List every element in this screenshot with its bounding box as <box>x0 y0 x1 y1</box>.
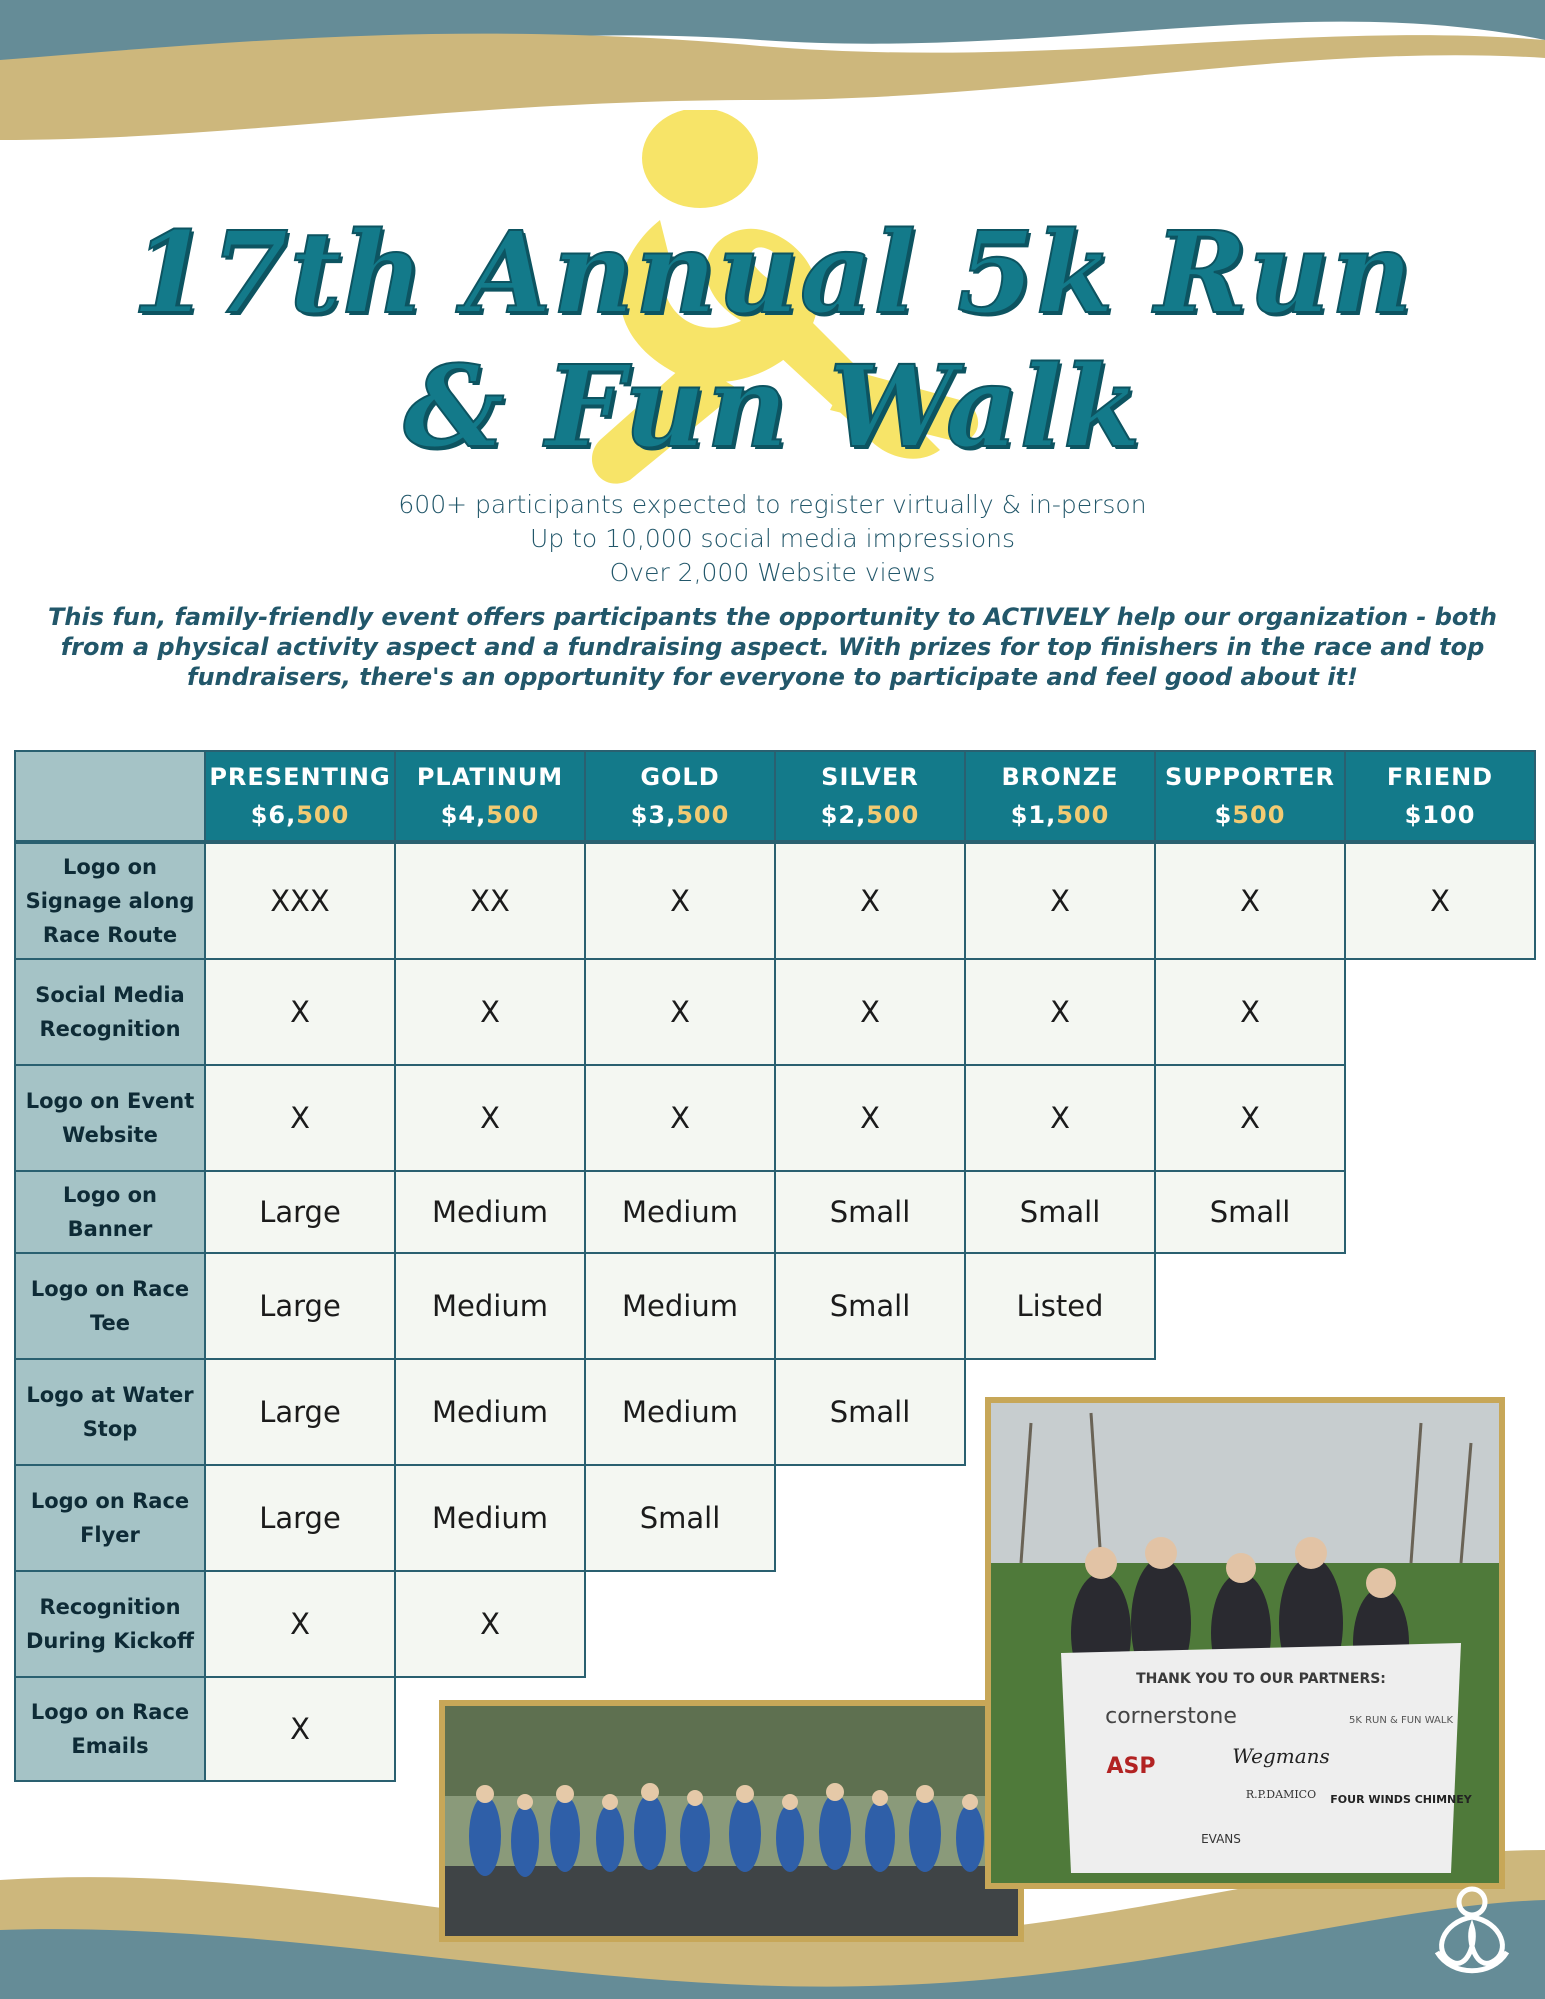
benefit-cell: X <box>204 1570 396 1678</box>
tier-price-lead: $100 <box>1404 801 1476 829</box>
benefit-cell: X <box>774 842 966 960</box>
benefit-label <box>14 958 206 1066</box>
benefit-label-line: Race Route <box>42 923 178 947</box>
tier-price <box>1011 796 1110 834</box>
benefit-label <box>14 842 206 960</box>
benefit-cell: Small <box>964 1170 1156 1254</box>
banner-logo-evans: EVANS <box>1201 1832 1241 1846</box>
tier-price-lead: $4, <box>440 801 487 829</box>
benefit-label-line: Recognition <box>39 1595 181 1619</box>
benefit-cell: X <box>774 1064 966 1172</box>
banner-logo-5k: 5K RUN & FUN WALK <box>1348 1715 1454 1726</box>
tier-header-presenting <box>204 750 396 842</box>
benefit-label-line: Logo on Race <box>30 1700 190 1724</box>
benefit-label-line: Stop <box>82 1417 138 1441</box>
benefit-label-line: Emails <box>71 1734 149 1758</box>
tier-price-lead: $2, <box>820 801 867 829</box>
benefit-label-line: During Kickoff <box>26 1629 194 1653</box>
benefit-cell: Large <box>204 1252 396 1360</box>
benefit-cell: X <box>394 958 586 1066</box>
tier-price <box>251 796 350 834</box>
benefit-cell: X <box>964 1064 1156 1172</box>
event-title-line-2: & Fun Walk <box>403 342 1142 473</box>
benefit-label <box>14 1464 206 1572</box>
benefit-cell: Small <box>774 1170 966 1254</box>
tier-price <box>1215 796 1286 834</box>
benefit-cell: Small <box>774 1252 966 1360</box>
tier-price-lead: $3, <box>630 801 677 829</box>
sponsor-banner-photo <box>985 1397 1505 1889</box>
benefit-cell: X <box>964 842 1156 960</box>
organization-logo-icon <box>1422 1882 1522 1977</box>
tier-header-bronze <box>964 750 1156 842</box>
benefit-cell: XXX <box>204 842 396 960</box>
tier-price-tail: 500 <box>866 801 920 829</box>
benefit-label-line: Logo on <box>63 1183 157 1207</box>
benefit-cell: X <box>204 1676 396 1782</box>
tier-price-lead: $ <box>1214 801 1233 829</box>
tier-name: SILVER <box>821 763 919 791</box>
tier-price <box>1405 796 1476 834</box>
benefit-cell: Medium <box>394 1170 586 1254</box>
benefit-label-line: Logo at Water <box>26 1383 194 1407</box>
benefit-cell: Medium <box>584 1170 776 1254</box>
benefit-label <box>14 1170 206 1254</box>
benefit-cell: Medium <box>584 1358 776 1466</box>
benefit-label-line: Signage along <box>25 889 195 913</box>
benefit-cell: X <box>1344 842 1536 960</box>
tier-price <box>821 796 920 834</box>
tier-header-supporter <box>1154 750 1346 842</box>
benefit-label <box>14 1252 206 1360</box>
stat-impressions: Up to 10,000 social media impressions <box>529 524 1016 553</box>
table-corner <box>14 750 206 842</box>
benefit-label-line: Recognition <box>39 1017 181 1041</box>
benefit-label <box>14 1358 206 1466</box>
benefit-label <box>14 1676 206 1782</box>
tier-header-friend <box>1344 750 1536 842</box>
tier-price-tail: 500 <box>1232 801 1286 829</box>
benefit-cell: Medium <box>394 1358 586 1466</box>
event-stats <box>0 488 1545 590</box>
benefit-cell: X <box>1154 1064 1346 1172</box>
event-title-line-1: 17th Annual 5k Run <box>131 208 1414 339</box>
benefit-cell: Medium <box>394 1252 586 1360</box>
benefit-cell: Large <box>204 1464 396 1572</box>
tier-price <box>631 796 730 834</box>
stat-website-views: Over 2,000 Website views <box>609 558 936 587</box>
banner-logo-cornerstone: cornerstone <box>1105 1704 1237 1729</box>
benefit-cell: X <box>204 958 396 1066</box>
tier-name: FRIEND <box>1386 763 1494 791</box>
benefit-cell: Small <box>774 1358 966 1466</box>
group-photo <box>439 1700 1024 1942</box>
tier-header-gold <box>584 750 776 842</box>
benefit-label-line: Banner <box>67 1217 153 1241</box>
tier-price-tail: 500 <box>296 801 350 829</box>
benefit-label-line: Logo on Event <box>25 1089 195 1113</box>
benefit-label-line: Social Media <box>35 983 185 1007</box>
benefit-label-line: Flyer <box>80 1523 140 1547</box>
benefit-cell: X <box>394 1570 586 1678</box>
benefit-cell: Small <box>1154 1170 1346 1254</box>
benefit-label-line: Logo on Race <box>30 1277 190 1301</box>
benefit-label-line: Logo on Race <box>30 1489 190 1513</box>
tier-price <box>441 796 540 834</box>
benefit-cell: X <box>584 842 776 960</box>
stat-participants: 600+ participants expected to register virtually & in-person <box>398 490 1147 519</box>
benefit-cell: Medium <box>394 1464 586 1572</box>
benefit-cell: X <box>394 1064 586 1172</box>
banner-logo-wegmans: Wegmans <box>1232 1744 1330 1768</box>
tier-price-tail: 500 <box>1056 801 1110 829</box>
tier-name: BRONZE <box>1001 763 1119 791</box>
banner-logo-rpdamico: R.P.DAMICO <box>1245 1788 1317 1801</box>
benefit-label <box>14 1064 206 1172</box>
event-description: This fun, family-friendly event offers participants the opportunity to ACTIVELY help our organization - both from a physical activity aspect and a fundraising aspect. With prizes for top finishers in the race and top fundraisers, there's an opportunity for everyone to participate and feel good about it! <box>48 603 1497 691</box>
tier-name: PLATINUM <box>416 763 564 791</box>
tier-header-silver <box>774 750 966 842</box>
benefit-cell: X <box>1154 958 1346 1066</box>
benefit-label-line: Website <box>62 1123 158 1147</box>
banner-logo-four-winds: FOUR WINDS CHIMNEY <box>1330 1793 1472 1806</box>
tier-name: GOLD <box>640 763 720 791</box>
banner-heading-text: THANK YOU TO OUR PARTNERS: <box>1136 1671 1386 1687</box>
tier-name: SUPPORTER <box>1164 763 1335 791</box>
benefit-cell: X <box>584 1064 776 1172</box>
benefit-cell: Medium <box>584 1252 776 1360</box>
benefit-cell: X <box>584 958 776 1066</box>
tier-price-tail: 500 <box>486 801 540 829</box>
tier-header-platinum <box>394 750 586 842</box>
banner-logo-asp: ASP <box>1106 1754 1156 1779</box>
tier-price-lead: $6, <box>250 801 297 829</box>
benefit-cell: Large <box>204 1170 396 1254</box>
benefit-cell: X <box>204 1064 396 1172</box>
benefit-cell: Large <box>204 1358 396 1466</box>
benefit-cell: X <box>774 958 966 1066</box>
benefit-label <box>14 1570 206 1678</box>
benefit-cell: Small <box>584 1464 776 1572</box>
benefit-label-line: Logo on <box>63 855 157 879</box>
benefit-label-line: Tee <box>89 1311 131 1335</box>
benefit-cell: X <box>964 958 1156 1066</box>
tier-price-tail: 500 <box>676 801 730 829</box>
tier-price-lead: $1, <box>1010 801 1057 829</box>
benefit-cell: X <box>1154 842 1346 960</box>
benefit-cell: Listed <box>964 1252 1156 1360</box>
benefit-cell: XX <box>394 842 586 960</box>
tier-name: PRESENTING <box>209 763 391 791</box>
